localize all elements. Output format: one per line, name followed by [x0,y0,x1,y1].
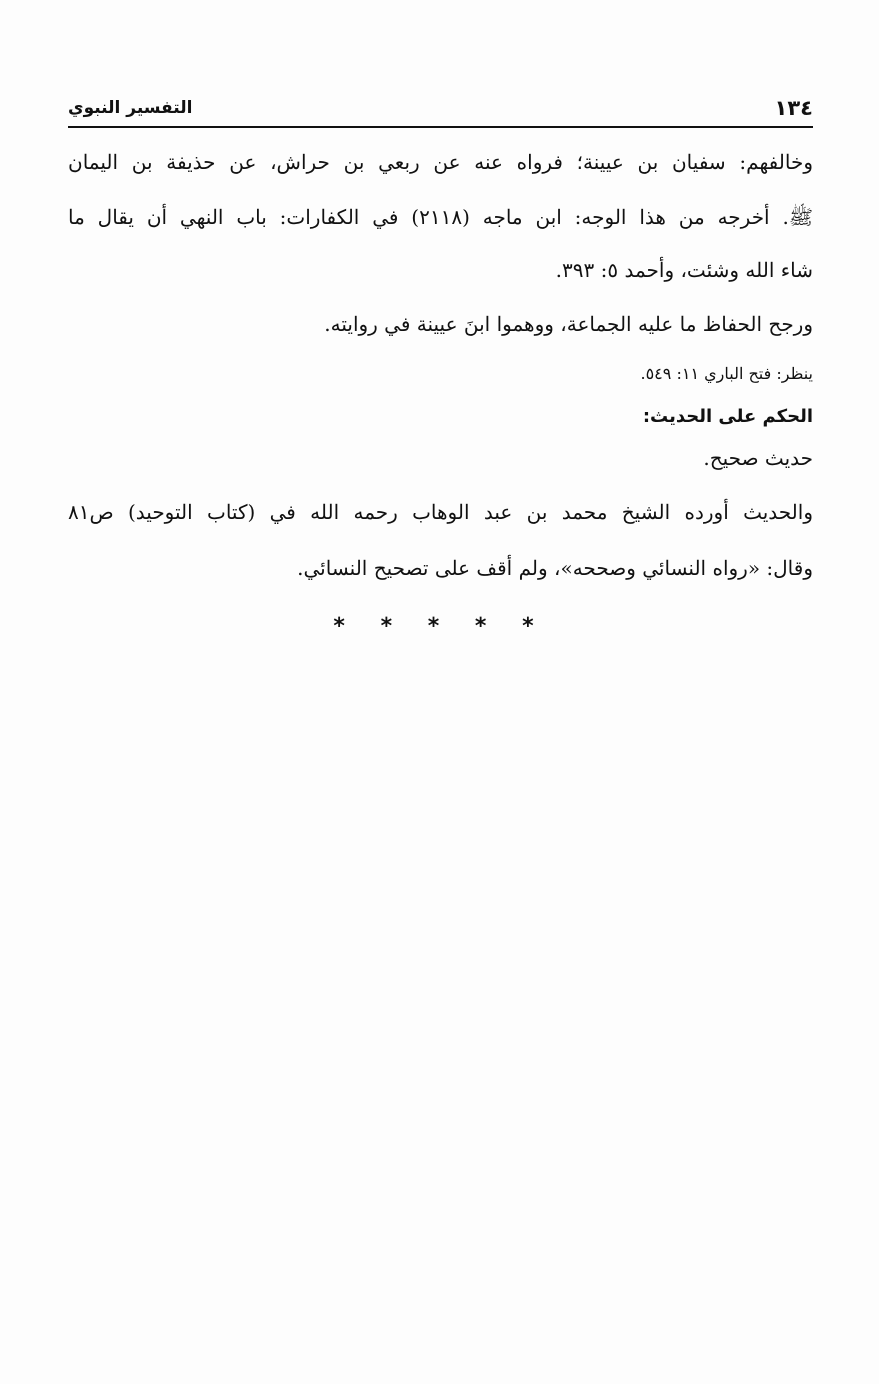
body-line-5: ينظر: فتح الباري ١١: ٥٤٩. [640,364,813,383]
body-line-1: وخالفهم: سفيان بن عيينة؛ فرواه عنه عن ربعي بن حراش، عن حذيفة بن اليمان [68,150,813,174]
body-line-8: والحديث أورده الشيخ محمد بن عبد الوهاب رحمه الله في (كتاب التوحيد) ص٨١ [68,500,813,524]
body-line-3: شاء الله وشئت، وأحمد ٥: ٣٩٣. [555,258,813,282]
header-rule [68,126,813,128]
body-line-7: حديث صحيح. [703,446,813,470]
section-heading: الحكم على الحديث: [642,406,813,427]
page-number: ١٣٤ [774,96,813,120]
body-line-4: ورجح الحفاظ ما عليه الجماعة، ووهموا ابنَ عيينة في روايته. [324,312,813,336]
page-header [68,96,813,126]
running-title: التفسير النبوي [68,98,193,118]
body-line-9: وقال: «رواه النسائي وصححه»، ولم أقف على تصحيح النسائي. [297,556,813,580]
body-line-2: ﷺ. أخرجه من هذا الوجه: ابن ماجه (٢١١٨) في الكفارات: باب النهي أن يقال ما [68,205,813,229]
section-separator: * * * * * [333,614,548,639]
